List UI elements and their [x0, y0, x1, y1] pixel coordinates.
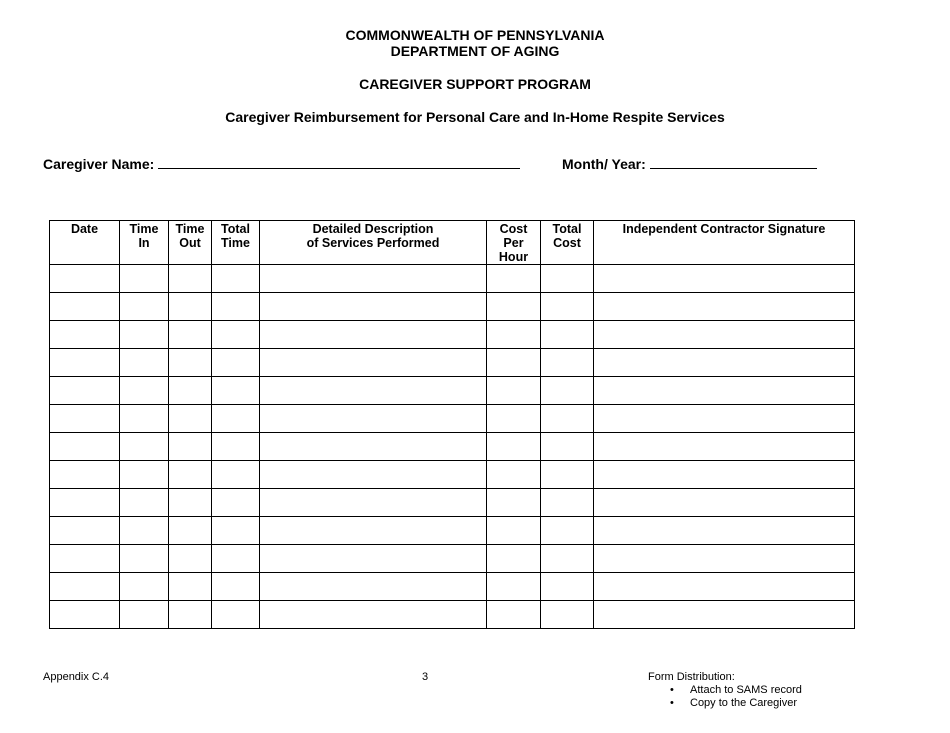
cell-time-in[interactable]	[120, 517, 169, 545]
month-year-blank[interactable]	[650, 156, 817, 169]
cell-signature[interactable]	[594, 517, 855, 545]
cell-time-in[interactable]	[120, 405, 169, 433]
cell-total-cost[interactable]	[541, 573, 594, 601]
cell-signature[interactable]	[594, 489, 855, 517]
appendix-label: Appendix C.4	[43, 671, 110, 683]
cell-description[interactable]	[260, 489, 487, 517]
column-header-total-cost: Total Cost	[541, 221, 594, 265]
cell-time-out[interactable]	[169, 461, 212, 489]
cell-total-time[interactable]	[212, 461, 260, 489]
cell-time-out[interactable]	[169, 517, 212, 545]
cell-total-cost[interactable]	[541, 349, 594, 377]
table-row	[50, 545, 855, 573]
table-row	[50, 601, 855, 629]
cell-total-cost[interactable]	[541, 489, 594, 517]
cell-description[interactable]	[260, 545, 487, 573]
table-row	[50, 461, 855, 489]
distribution-list	[648, 684, 802, 710]
cell-total-time[interactable]	[212, 349, 260, 377]
cell-cost-per-hour[interactable]	[487, 321, 541, 349]
cell-cost-per-hour[interactable]	[487, 601, 541, 629]
cell-time-out[interactable]	[169, 545, 212, 573]
cell-total-cost[interactable]	[541, 545, 594, 573]
cell-signature[interactable]	[594, 573, 855, 601]
form-title: Caregiver Reimbursement for Personal Care and In-Home Respite Services	[225, 109, 725, 125]
cell-date[interactable]	[50, 545, 120, 573]
cell-signature[interactable]	[594, 349, 855, 377]
department-name: DEPARTMENT OF AGING	[390, 43, 560, 59]
cell-total-cost[interactable]	[541, 601, 594, 629]
cell-time-in[interactable]	[120, 433, 169, 461]
table-row	[50, 293, 855, 321]
cell-signature[interactable]	[594, 433, 855, 461]
cell-description[interactable]	[260, 573, 487, 601]
cell-time-out[interactable]	[169, 405, 212, 433]
cell-description[interactable]	[260, 377, 487, 405]
cell-signature[interactable]	[594, 293, 855, 321]
cell-total-time[interactable]	[212, 321, 260, 349]
cell-time-in[interactable]	[120, 489, 169, 517]
cell-total-cost[interactable]	[541, 517, 594, 545]
column-header-time-in: Time In	[120, 221, 169, 265]
cell-date[interactable]	[50, 405, 120, 433]
program-title: CAREGIVER SUPPORT PROGRAM	[359, 76, 591, 92]
cell-signature[interactable]	[594, 461, 855, 489]
cell-date[interactable]	[50, 433, 120, 461]
cell-total-cost[interactable]	[541, 293, 594, 321]
cell-cost-per-hour[interactable]	[487, 461, 541, 489]
table-row	[50, 489, 855, 517]
form-distribution	[648, 671, 802, 710]
cell-total-time[interactable]	[212, 433, 260, 461]
cell-date[interactable]	[50, 321, 120, 349]
cell-total-time[interactable]	[212, 545, 260, 573]
agency-name: COMMONWEALTH OF PENNSYLVANIA	[345, 27, 605, 43]
cell-description[interactable]	[260, 601, 487, 629]
month-year-label: Month/ Year:	[562, 156, 646, 172]
caregiver-name-field	[43, 156, 520, 172]
cell-time-in[interactable]	[120, 545, 169, 573]
cell-total-cost[interactable]	[541, 405, 594, 433]
cell-time-in[interactable]	[120, 265, 169, 293]
cell-date[interactable]	[50, 349, 120, 377]
cell-description[interactable]	[260, 405, 487, 433]
form-distribution-label: Form Distribution:	[648, 671, 735, 683]
cell-date[interactable]	[50, 461, 120, 489]
cell-date[interactable]	[50, 265, 120, 293]
cell-cost-per-hour[interactable]	[487, 265, 541, 293]
cell-total-time[interactable]	[212, 601, 260, 629]
table-row	[50, 517, 855, 545]
cell-time-out[interactable]	[169, 321, 212, 349]
cell-total-time[interactable]	[212, 573, 260, 601]
cell-time-out[interactable]	[169, 433, 212, 461]
distribution-item: • Attach to SAMS record	[670, 684, 802, 697]
table-row	[50, 573, 855, 601]
cell-total-time[interactable]	[212, 517, 260, 545]
cell-cost-per-hour[interactable]	[487, 517, 541, 545]
table-row	[50, 321, 855, 349]
cell-description[interactable]	[260, 265, 487, 293]
cell-cost-per-hour[interactable]	[487, 405, 541, 433]
cell-total-time[interactable]	[212, 405, 260, 433]
caregiver-name-label: Caregiver Name:	[43, 156, 155, 172]
column-header-total-time: Total Time	[212, 221, 260, 265]
column-header-signature: Independent Contractor Signature	[594, 221, 855, 265]
cell-total-cost[interactable]	[541, 433, 594, 461]
cell-time-in[interactable]	[120, 573, 169, 601]
table-header-row	[50, 221, 855, 265]
cell-description[interactable]	[260, 349, 487, 377]
cell-signature[interactable]	[594, 405, 855, 433]
cell-time-out[interactable]	[169, 293, 212, 321]
cell-description[interactable]	[260, 517, 487, 545]
cell-total-cost[interactable]	[541, 265, 594, 293]
table-body	[50, 265, 855, 629]
cell-cost-per-hour[interactable]	[487, 293, 541, 321]
cell-total-cost[interactable]	[541, 377, 594, 405]
table-row	[50, 405, 855, 433]
page-number: 3	[422, 671, 429, 683]
cell-time-in[interactable]	[120, 601, 169, 629]
cell-cost-per-hour[interactable]	[487, 489, 541, 517]
table-row	[50, 433, 855, 461]
cell-time-in[interactable]	[120, 349, 169, 377]
column-header-cost-per-hour: Cost Per Hour	[487, 221, 541, 265]
cell-description[interactable]	[260, 293, 487, 321]
cell-signature[interactable]	[594, 601, 855, 629]
cell-cost-per-hour[interactable]	[487, 349, 541, 377]
cell-time-out[interactable]	[169, 265, 212, 293]
cell-description[interactable]	[260, 461, 487, 489]
cell-description[interactable]	[260, 321, 487, 349]
table-row	[50, 265, 855, 293]
cell-time-out[interactable]	[169, 601, 212, 629]
cell-cost-per-hour[interactable]	[487, 545, 541, 573]
cell-time-out[interactable]	[169, 349, 212, 377]
cell-time-in[interactable]	[120, 321, 169, 349]
cell-total-cost[interactable]	[541, 321, 594, 349]
cell-time-out[interactable]	[169, 377, 212, 405]
service-log-table	[49, 220, 855, 629]
cell-signature[interactable]	[594, 377, 855, 405]
cell-total-cost[interactable]	[541, 461, 594, 489]
column-header-description: Detailed Description of Services Performed	[260, 221, 487, 265]
cell-time-out[interactable]	[169, 489, 212, 517]
cell-time-in[interactable]	[120, 377, 169, 405]
cell-signature[interactable]	[594, 545, 855, 573]
cell-cost-per-hour[interactable]	[487, 377, 541, 405]
cell-total-time[interactable]	[212, 377, 260, 405]
month-year-field	[562, 156, 817, 172]
cell-date[interactable]	[50, 377, 120, 405]
column-header-date: Date	[50, 221, 120, 265]
cell-total-time[interactable]	[212, 265, 260, 293]
table-row	[50, 377, 855, 405]
cell-time-out[interactable]	[169, 573, 212, 601]
cell-date[interactable]	[50, 601, 120, 629]
cell-description[interactable]	[260, 433, 487, 461]
caregiver-name-blank[interactable]	[158, 156, 520, 169]
cell-cost-per-hour[interactable]	[487, 433, 541, 461]
cell-date[interactable]	[50, 517, 120, 545]
cell-date[interactable]	[50, 293, 120, 321]
column-header-time-out: Time Out	[169, 221, 212, 265]
cell-signature[interactable]	[594, 321, 855, 349]
cell-total-time[interactable]	[212, 489, 260, 517]
table-row	[50, 349, 855, 377]
cell-signature[interactable]	[594, 265, 855, 293]
cell-date[interactable]	[50, 489, 120, 517]
cell-time-in[interactable]	[120, 461, 169, 489]
cell-date[interactable]	[50, 573, 120, 601]
cell-cost-per-hour[interactable]	[487, 573, 541, 601]
cell-total-time[interactable]	[212, 293, 260, 321]
distribution-item: • Copy to the Caregiver	[670, 697, 802, 710]
cell-time-in[interactable]	[120, 293, 169, 321]
